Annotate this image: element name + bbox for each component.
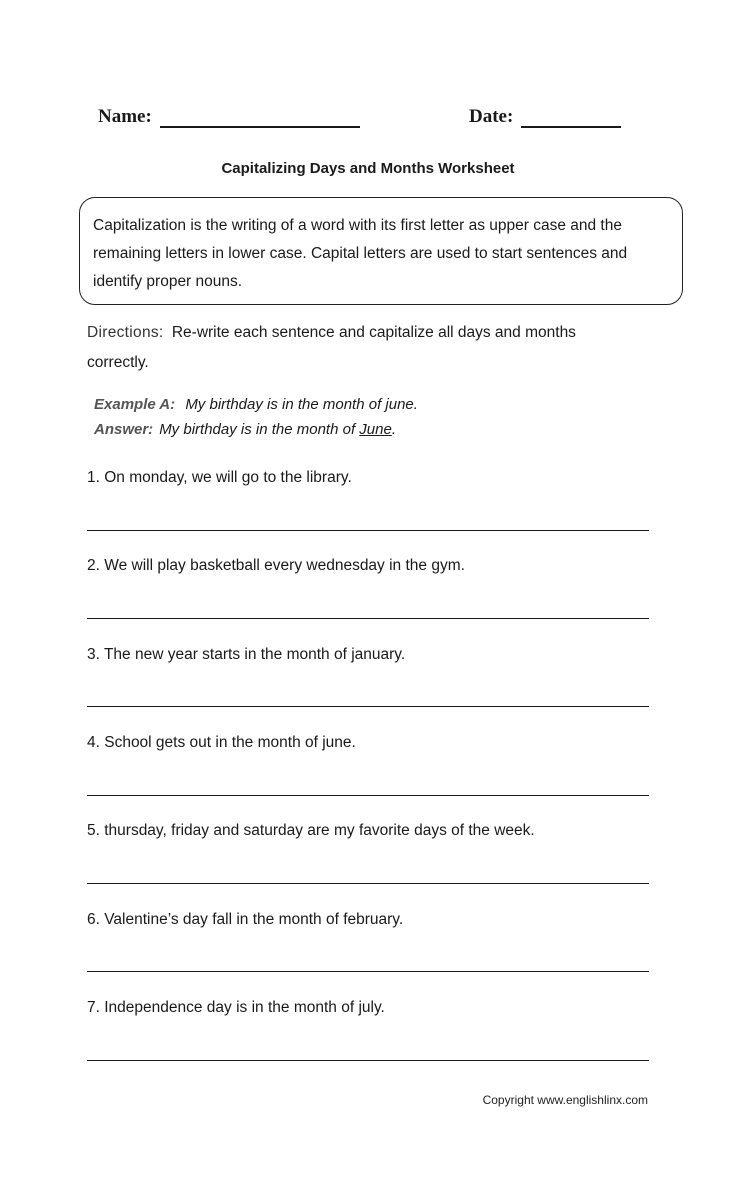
example-label: Example A: bbox=[94, 396, 176, 413]
question-3: 3. The new year starts in the month of january. bbox=[87, 646, 406, 663]
answer-line-5[interactable] bbox=[87, 883, 649, 884]
answer-line-4[interactable] bbox=[87, 795, 649, 796]
answer-sentence-underlined-word: June bbox=[359, 421, 392, 438]
directions-text-part2: correctly. bbox=[87, 354, 149, 371]
answer-line-2[interactable] bbox=[87, 618, 649, 619]
example-row bbox=[94, 392, 654, 417]
header-row bbox=[98, 106, 638, 136]
definition-box bbox=[79, 197, 683, 305]
definition-line-1: Capitalization is the writing of a word with its first letter as upper case and the bbox=[93, 217, 622, 234]
worksheet-title: Capitalizing Days and Months Worksheet bbox=[221, 160, 515, 177]
directions-text-part1: Re-write each sentence and capitalize all days and months bbox=[171, 324, 576, 341]
name-field bbox=[98, 106, 360, 128]
directions bbox=[87, 318, 667, 378]
definition-line-3: identify proper nouns. bbox=[93, 273, 243, 290]
answer-row bbox=[94, 417, 654, 442]
question-1: 1. On monday, we will go to the library. bbox=[87, 469, 352, 486]
copyright-footer: Copyright www.englishlinx.com bbox=[482, 1093, 648, 1107]
answer-line-7[interactable] bbox=[87, 1060, 649, 1061]
example-block bbox=[94, 392, 654, 442]
answer-line-1[interactable] bbox=[87, 530, 649, 531]
example-sentence: My birthday is in the month of june. bbox=[185, 396, 418, 413]
question-5: 5. thursday, friday and saturday are my favorite days of the week. bbox=[87, 822, 535, 839]
question-2: 2. We will play basketball every wednesday in the gym. bbox=[87, 557, 465, 574]
question-4: 4. School gets out in the month of june. bbox=[87, 734, 356, 751]
question-7: 7. Independence day is in the month of july. bbox=[87, 999, 385, 1016]
definition-line-2: remaining letters in lower case. Capital letters are used to start sentences and bbox=[93, 245, 628, 262]
name-label: Name: bbox=[98, 106, 152, 127]
date-blank-line bbox=[521, 108, 621, 128]
directions-label: Directions: bbox=[87, 324, 164, 341]
question-6: 6. Valentine’s day fall in the month of february. bbox=[87, 911, 404, 928]
date-field bbox=[469, 106, 621, 128]
date-label: Date: bbox=[469, 106, 514, 127]
answer-sentence-prefix: My birthday is in the month of bbox=[159, 421, 360, 438]
answer-label: Answer: bbox=[94, 421, 154, 438]
answer-line-6[interactable] bbox=[87, 971, 649, 972]
name-blank-line bbox=[160, 108, 360, 128]
answer-sentence-suffix: . bbox=[391, 421, 396, 438]
answer-line-3[interactable] bbox=[87, 706, 649, 707]
